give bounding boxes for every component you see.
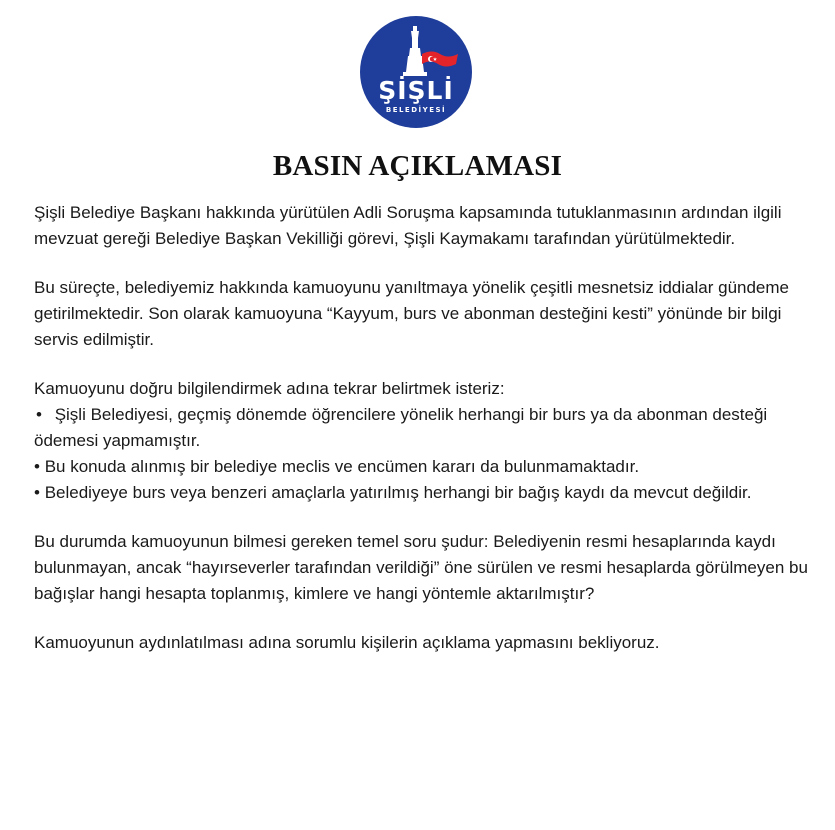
press-release-body <box>34 200 814 679</box>
paragraph-4: Bu durumda kamuoyunun bilmesi gereken temel soru şudur: Belediyenin resmi hesaplarında kaydı bulunmayan, ancak “hayırseverler tarafından verildiği” öne sürülen ve resmi hesaplarda görülmeyen bu bağışlar hangi hesapta toplanmış, kimlere ve hangi yöntemle aktarılmıştır? <box>34 532 808 603</box>
bullet-marker: • <box>34 457 40 476</box>
bullet-marker: • <box>34 483 40 502</box>
list-intro <box>34 376 814 402</box>
paragraph-2: Bu süreçte, belediyemiz hakkında kamuoyunu yanıltmaya yönelik çeşitli mesnetsiz iddialar gündeme getirilmektedir. Son olarak kamuoyuna “Kayyum, burs ve abonman desteğini kesti” yönünde bir bilgi servis edilmiştir. <box>34 278 789 349</box>
bullet-marker: • <box>36 405 42 424</box>
paragraph-1: Şişli Belediye Başkanı hakkında yürütülen Adli Soruşma kapsamında tutuklanmasının ardından ilgili mevzuat gereği Belediye Başkan Vekilliği görevi, Şişli Kaymakamı tarafından yürütülmektedir. <box>34 203 782 248</box>
list-item <box>34 402 814 454</box>
list-item <box>34 480 814 506</box>
logo-subtitle-text: BELEDİYESİ <box>385 106 447 114</box>
paragraph-5: Kamuoyunun aydınlatılması adına sorumlu kişilerin açıklama yapmasını bekliyoruz. <box>34 633 660 652</box>
sisli-belediyesi-logo <box>360 16 472 128</box>
statement-list <box>34 376 814 506</box>
list-item-text: Belediyeye burs veya benzeri amaçlarla yatırılmış herhangi bir bağış kaydı da mevcut değildir. <box>44 483 752 502</box>
list-intro-text: Kamuoyunu doğru bilgilendirmek adına tekrar belirtmek isteriz: <box>34 379 505 398</box>
logo-name-text: ŞİŞLİ <box>378 76 454 105</box>
page-title: BASIN AÇIKLAMASI <box>272 150 563 182</box>
list-item-text: Bu konuda alınmış bir belediye meclis ve encümen kararı da bulunmamaktadır. <box>44 457 640 476</box>
list-item <box>34 454 814 480</box>
list-item-text: Şişli Belediyesi, geçmiş dönemde öğrencilere yönelik herhangi bir burs ya da abonman desteği ödemesi yapmamıştır. <box>34 405 768 450</box>
